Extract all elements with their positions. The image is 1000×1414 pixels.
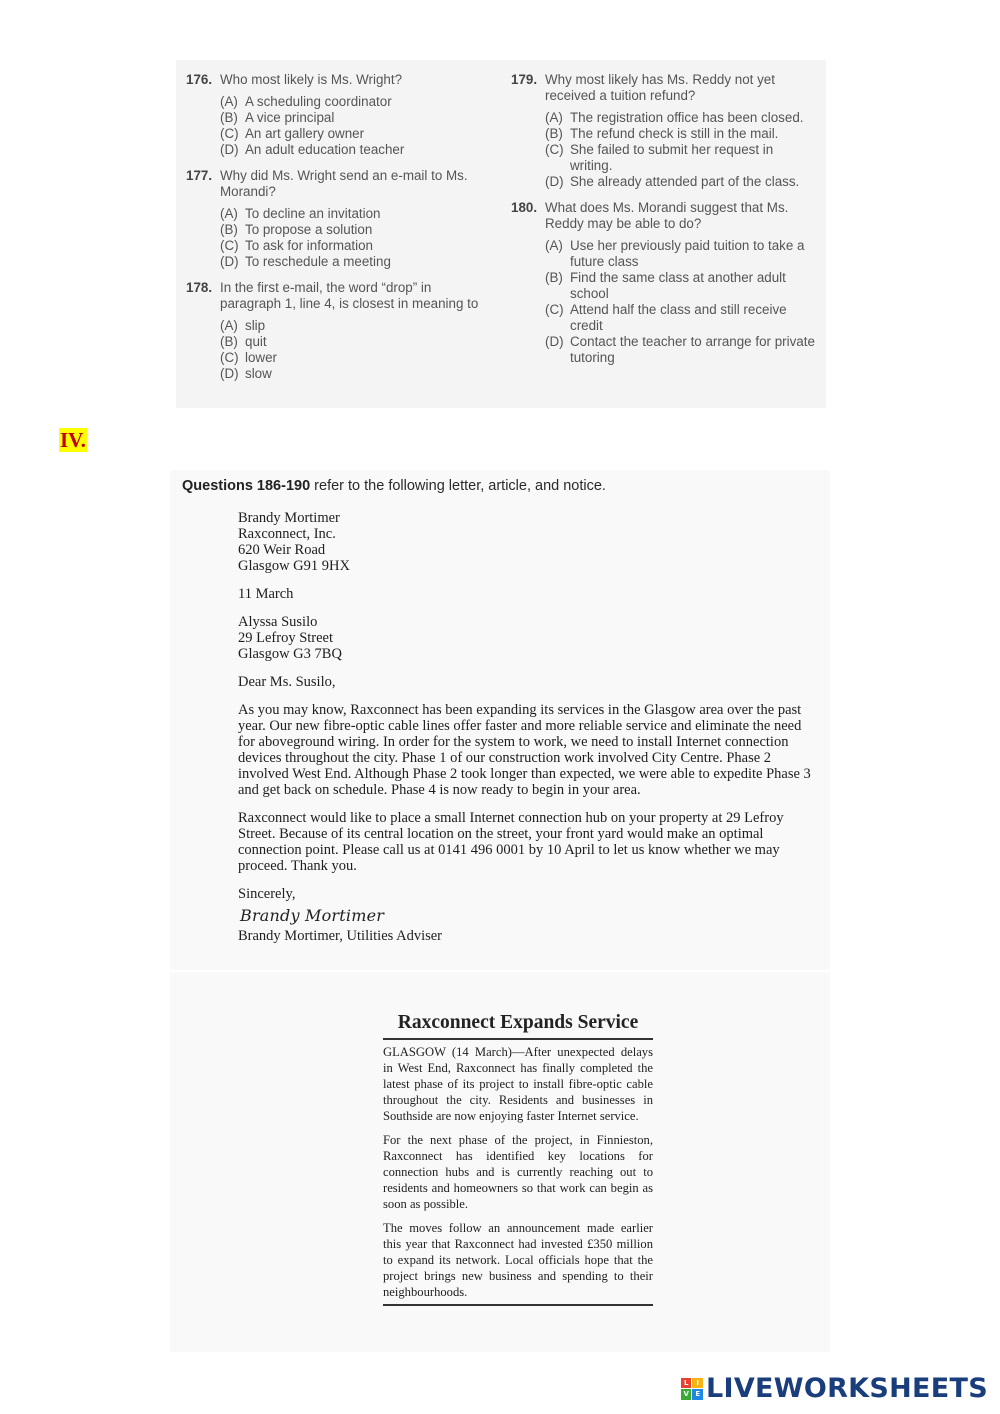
option-text: slip [245, 318, 266, 333]
option-letter: (A) [220, 318, 238, 333]
answer-option [545, 270, 816, 302]
question-number: 177. [186, 168, 213, 183]
answer-option [220, 334, 496, 350]
option-letter: (B) [220, 110, 238, 125]
option-letter: (C) [220, 126, 239, 141]
option-letter: (D) [220, 254, 239, 269]
answer-options [545, 238, 816, 366]
letter-paragraph: Raxconnect would like to place a small Internet connection hub on your property at 29 Lefroy Street. Because of its central location on the street, your front yard would make an optimal connection point. Please call us at 0141 496 0001 by 10 April to let us know whether we may proceed. Thank you. [238, 810, 784, 874]
answer-option [545, 334, 816, 366]
option-text: The refund check is still in the mail. [570, 126, 779, 141]
answer-options [220, 206, 496, 270]
answer-option [220, 94, 496, 110]
letter [238, 510, 813, 944]
answer-option [220, 206, 496, 222]
question-text: Why did Ms. Wright send an e-mail to Ms. Morandi? [220, 168, 468, 199]
question-number: 179. [511, 72, 538, 87]
question-stem [186, 280, 496, 312]
option-text: Use her previously paid tuition to take a future class [570, 238, 805, 269]
question-number: 176. [186, 72, 213, 87]
salutation: Dear Ms. Susilo, [238, 674, 336, 690]
answer-option [220, 238, 496, 254]
option-letter: (B) [220, 334, 238, 349]
option-text: A vice principal [245, 110, 335, 125]
option-text: An adult education teacher [245, 142, 405, 157]
article-paragraph: GLASGOW (14 March)—After unexpected delays in West End, Raxconnect has finally completed the latest phase of its project to install fibre-optic cable throughout the city. Residents and businesses in Southside are now enjoying faster Internet service. [383, 1045, 653, 1123]
option-text: To propose a solution [245, 222, 373, 237]
question-item [186, 168, 496, 270]
question-stem [186, 72, 496, 88]
answer-option [220, 350, 496, 366]
questions-header [182, 478, 606, 494]
option-letter: (C) [220, 238, 239, 253]
question-stem [186, 168, 496, 200]
option-text: She already attended part of the class. [570, 174, 800, 189]
questions-176-180-scan [176, 60, 826, 408]
questions-right-column [511, 72, 816, 376]
news-article [383, 1012, 653, 1306]
questions-header-range: Questions 186-190 [182, 478, 311, 494]
answer-option [220, 110, 496, 126]
answer-option [220, 366, 496, 382]
answer-option [220, 126, 496, 142]
option-text: Attend half the class and still receive credit [570, 302, 787, 333]
sender-street: 620 Weir Road [238, 542, 326, 558]
question-text: What does Ms. Morandi suggest that Ms. Reddy may be able to do? [545, 200, 789, 231]
sender-name: Brandy Mortimer [238, 510, 340, 526]
option-letter: (A) [220, 94, 238, 109]
option-text: lower [245, 350, 277, 365]
questions-header-text: refer to the following letter, article, and notice. [310, 478, 606, 494]
option-letter: (C) [545, 302, 564, 317]
recipient-address [238, 614, 813, 662]
option-text: A scheduling coordinator [245, 94, 392, 109]
closing: Sincerely, [238, 886, 296, 902]
logo-tile-e: E [692, 1389, 703, 1400]
option-letter: (A) [220, 206, 238, 221]
answer-option [545, 142, 816, 174]
article-paragraph: The moves follow an announcement made earlier this year that Raxconnect had invested £350 million to expand its network. Local officials hope that the project brings new business and spending to their neighbourhoods. [383, 1221, 653, 1299]
question-stem [511, 200, 816, 232]
liveworksheets-brand [681, 1373, 988, 1404]
signoff: Brandy Mortimer, Utilities Adviser [238, 928, 443, 944]
brand-name: LIVEWORKSHEETS [705, 1373, 988, 1404]
option-letter: (A) [545, 110, 563, 125]
question-item [186, 72, 496, 158]
option-letter: (C) [220, 350, 239, 365]
letter-paragraph: As you may know, Raxconnect has been expanding its services in the Glasgow area over the past year. Our new fibre-optic cable lines offer faster and more reliable service and eliminate the need for aboveground wiring. In order for the system to work, we need to install Internet connection devices throughout the city. Phase 1 of our construction work involved City Centre. Phase 2 involved West End. Although Phase 2 took longer than expected, we were able to expedite Phase 3 and get back on schedule. Phase 4 is now ready to begin in your area. [238, 702, 811, 798]
option-letter: (D) [220, 366, 239, 381]
option-text: To decline an invitation [245, 206, 381, 221]
article-title: Raxconnect Expands Service [383, 1012, 653, 1040]
option-text: To reschedule a meeting [245, 254, 391, 269]
question-item [511, 200, 816, 366]
option-letter: (B) [545, 126, 563, 141]
answer-option [545, 110, 816, 126]
option-text: Find the same class at another adult school [570, 270, 786, 301]
liveworksheets-logo-icon [681, 1378, 703, 1400]
answer-option [220, 254, 496, 270]
option-letter: (D) [545, 174, 564, 189]
answer-options [220, 318, 496, 382]
letter-scan [170, 470, 830, 970]
option-letter: (D) [545, 334, 564, 349]
answer-option [545, 238, 816, 270]
article-scan [170, 972, 830, 1352]
article-paragraph: For the next phase of the project, in Finnieston, Raxconnect has identified key locations for connection hubs and is currently reaching out to residents and homeowners so that work can begin as soon as possible. [383, 1133, 653, 1211]
question-stem [511, 72, 816, 104]
option-letter: (B) [220, 222, 238, 237]
option-text: An art gallery owner [245, 126, 365, 141]
answer-option [220, 142, 496, 158]
option-letter: (D) [220, 142, 239, 157]
sender-company: Raxconnect, Inc. [238, 526, 336, 542]
sender-address [238, 510, 813, 574]
answer-options [220, 94, 496, 158]
logo-tile-v: V [681, 1389, 692, 1400]
option-letter: (A) [545, 238, 563, 253]
section-marker: IV. [60, 428, 86, 452]
article-end-rule [383, 1304, 653, 1306]
question-text: Why most likely has Ms. Reddy not yet received a tuition refund? [545, 72, 775, 103]
questions-left-column [186, 72, 496, 392]
answer-options [545, 110, 816, 190]
question-text: Who most likely is Ms. Wright? [220, 72, 403, 87]
recipient-city: Glasgow G3 7BQ [238, 646, 342, 662]
option-text: To ask for information [245, 238, 374, 253]
answer-option [545, 174, 816, 190]
recipient-street: 29 Lefroy Street [238, 630, 334, 646]
answer-option [220, 222, 496, 238]
option-letter: (C) [545, 142, 564, 157]
answer-option [545, 126, 816, 142]
option-text: She failed to submit her request in writing. [570, 142, 774, 173]
sender-city: Glasgow G91 9HX [238, 558, 350, 574]
question-item [186, 280, 496, 382]
logo-tile-l: L [681, 1378, 692, 1389]
answer-option [220, 318, 496, 334]
recipient-name: Alyssa Susilo [238, 614, 318, 630]
option-text: Contact the teacher to arrange for private tutoring [570, 334, 815, 365]
answer-option [545, 302, 816, 334]
question-text: In the first e-mail, the word “drop” in paragraph 1, line 4, is closest in meaning to [220, 280, 479, 311]
option-letter: (B) [545, 270, 563, 285]
option-text: The registration office has been closed. [570, 110, 804, 125]
option-text: slow [245, 366, 272, 381]
question-number: 180. [511, 200, 538, 215]
option-text: quit [245, 334, 267, 349]
logo-tile-i: I [692, 1378, 703, 1389]
article-body [383, 1040, 653, 1300]
letter-date: 11 March [238, 586, 294, 602]
handwritten-signature: Brandy Mortimer [240, 906, 385, 925]
question-number: 178. [186, 280, 213, 295]
question-item [511, 72, 816, 190]
